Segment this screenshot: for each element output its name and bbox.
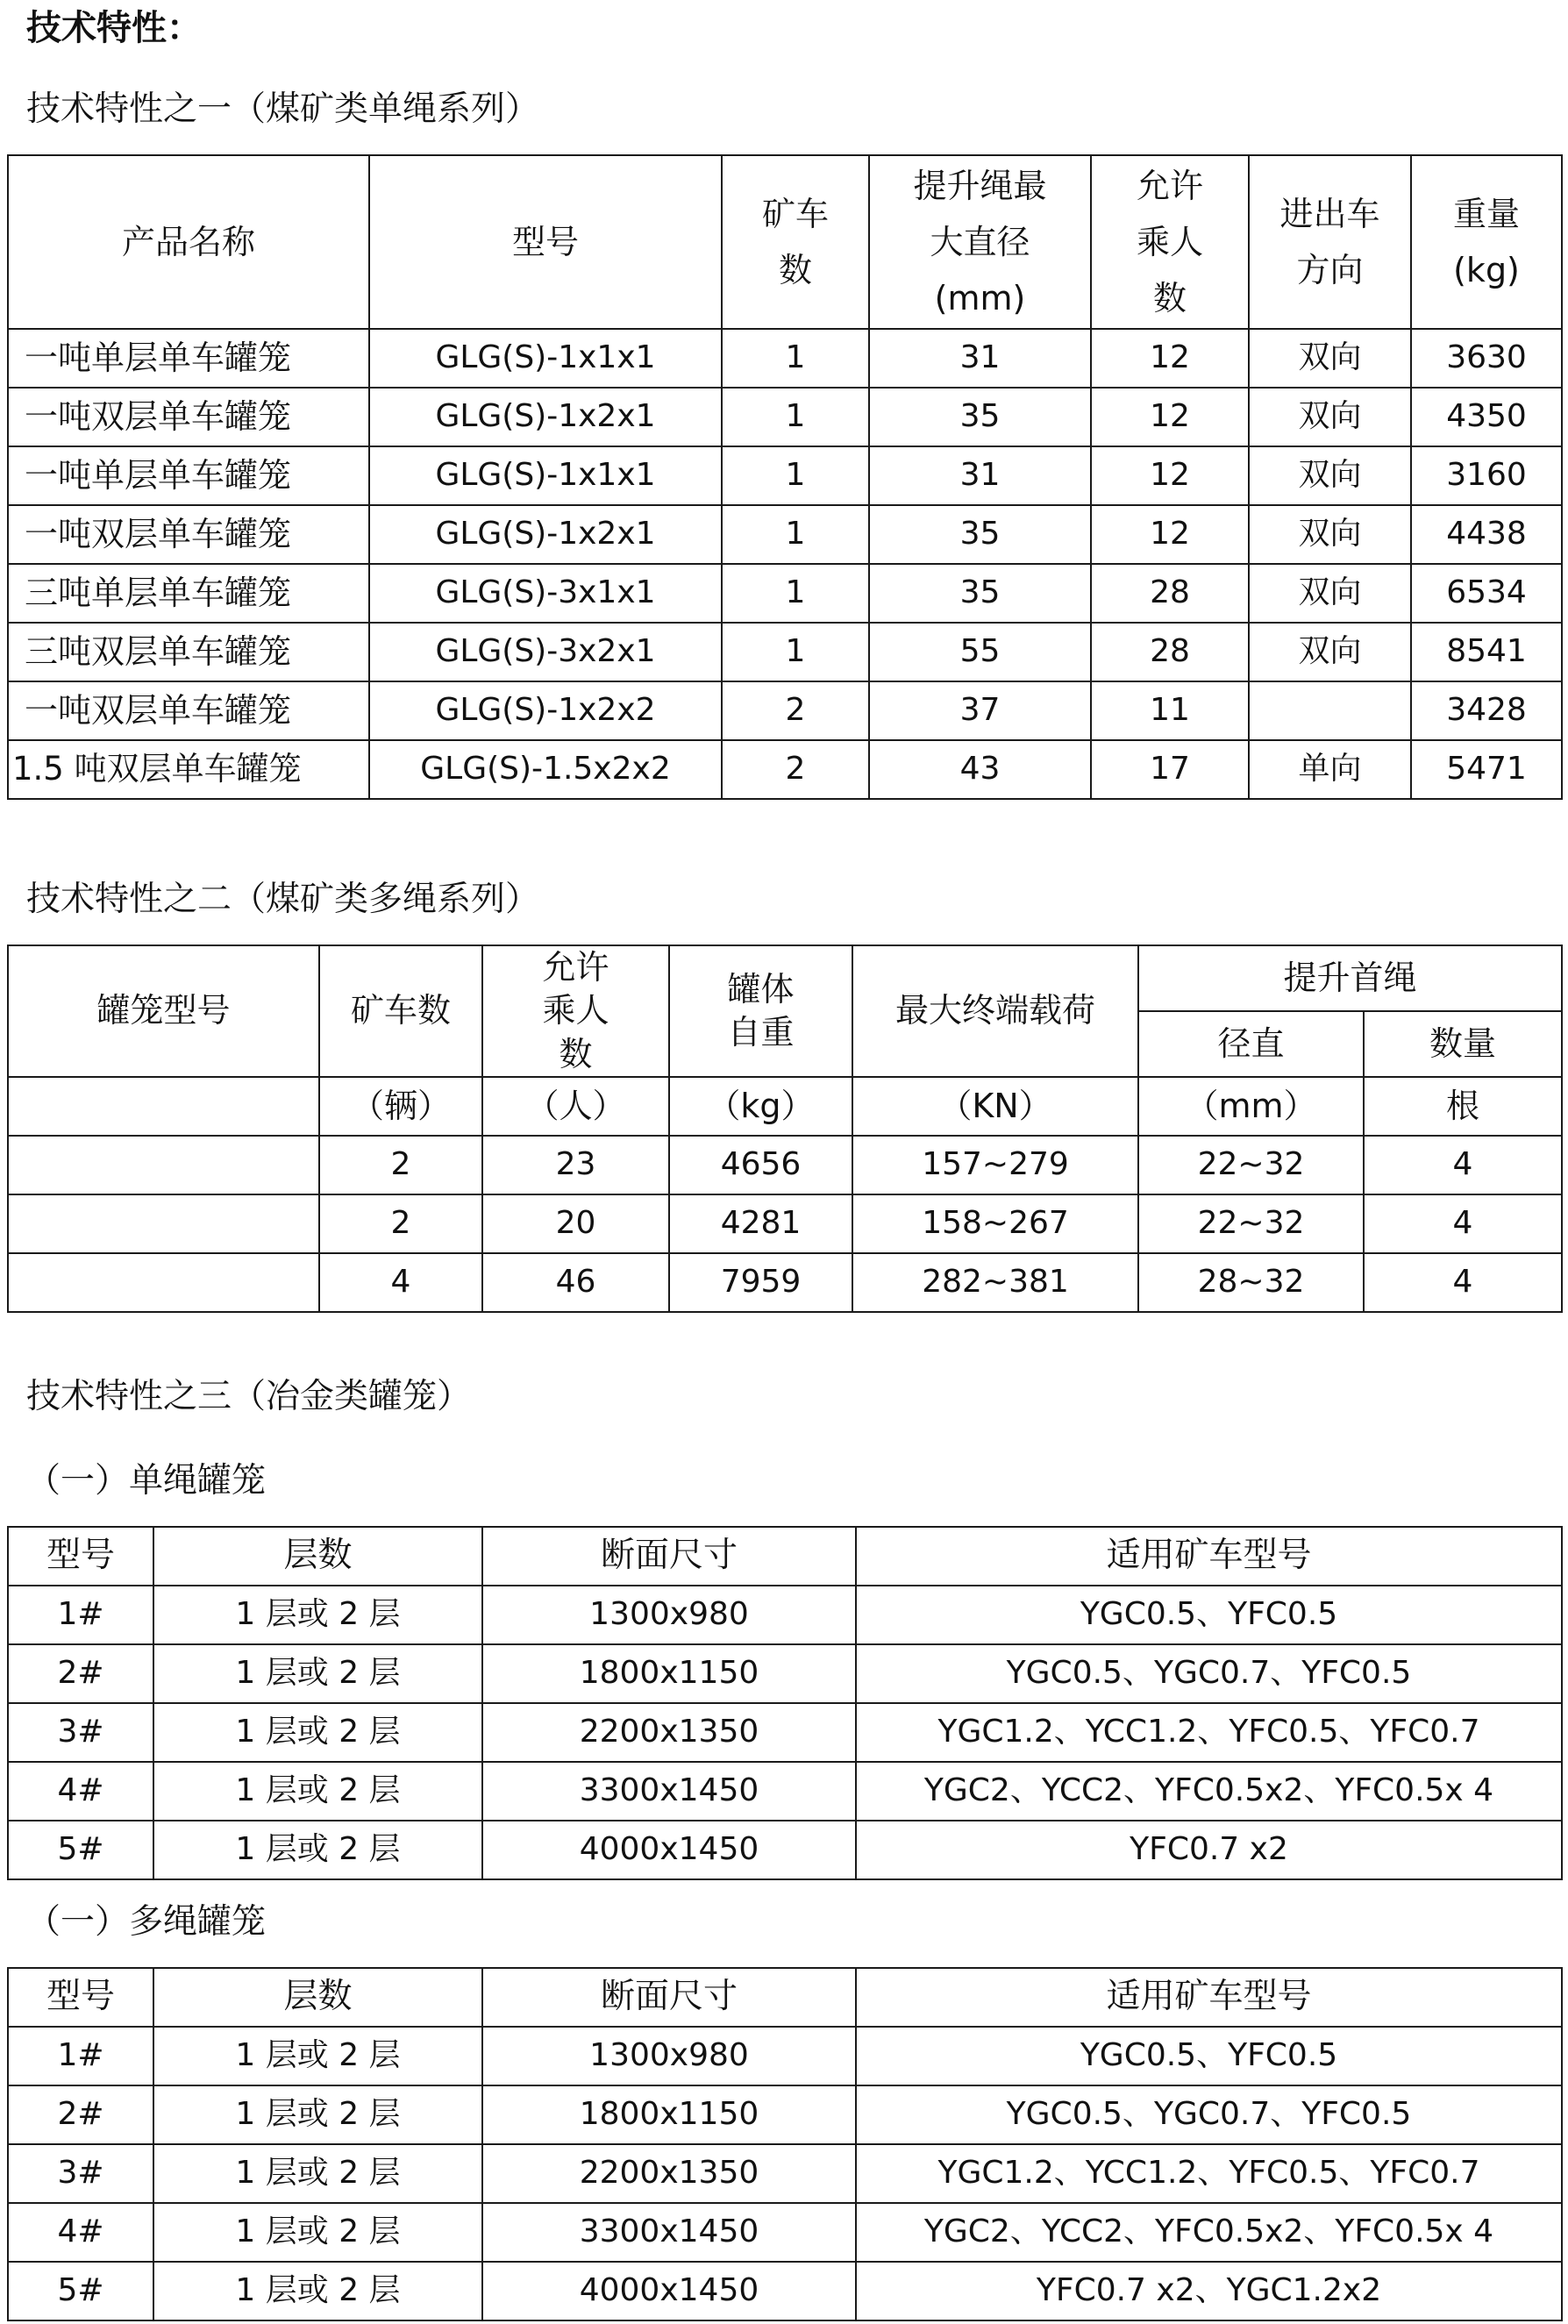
cell-layers: 1 层或 2 层 xyxy=(153,1762,482,1821)
cell-direction: 单向 xyxy=(1249,740,1411,799)
cell-cars: YFC0.7 x2、YGC1.2x2 xyxy=(856,2262,1562,2320)
cell-cars: 1 xyxy=(722,446,869,505)
cell-rope: 31 xyxy=(869,329,1091,388)
cell-layers: 1 层或 2 层 xyxy=(153,1703,482,1762)
unit-rope-diameter: （mm） xyxy=(1138,1077,1364,1136)
cell-cars: YGC0.5、YGC0.7、YFC0.5 xyxy=(856,2085,1562,2144)
cell-people: 12 xyxy=(1091,446,1249,505)
cell-layers: 1 层或 2 层 xyxy=(153,2144,482,2203)
header-model: 型号 xyxy=(8,1527,153,1586)
cell-cars: YFC0.7 x2 xyxy=(856,1821,1562,1879)
cell-model xyxy=(8,1194,319,1253)
cell-section: 1300x980 xyxy=(482,1586,856,1644)
cell-cars: 1 xyxy=(722,388,869,446)
cell-model: GLG(S)-1x1x1 xyxy=(369,329,722,388)
header-weight-text: 重量(kg) xyxy=(1452,195,1520,289)
cell-weight: 4350 xyxy=(1411,388,1562,446)
table-row xyxy=(8,623,1562,681)
cell-name: 1.5 吨双层单车罐笼 xyxy=(8,740,369,799)
cell-rope-count: 4 xyxy=(1364,1253,1562,1312)
cell-section: 3300x1450 xyxy=(482,2203,856,2262)
table-row xyxy=(8,505,1562,564)
cell-cars: YGC1.2、YCC1.2、YFC0.5、YFC0.7 xyxy=(856,1703,1562,1762)
cell-rope: 35 xyxy=(869,505,1091,564)
cell-section: 1800x1150 xyxy=(482,1644,856,1703)
cell-section: 2200x1350 xyxy=(482,2144,856,2203)
multi-rope-coal-table xyxy=(7,945,1563,1313)
header-rope-diameter: 径直 xyxy=(1138,1011,1364,1077)
cell-section: 2200x1350 xyxy=(482,1703,856,1762)
cell-rope: 37 xyxy=(869,681,1091,740)
cell-model: 4# xyxy=(8,1762,153,1821)
header-people-text: 允许乘人数 xyxy=(1136,167,1203,317)
table-row xyxy=(8,1586,1562,1644)
cell-rope-diameter: 28~32 xyxy=(1138,1253,1364,1312)
header-max-load: 最大终端载荷 xyxy=(852,945,1138,1077)
cell-cars: 1 xyxy=(722,329,869,388)
cell-cars: 2 xyxy=(319,1194,482,1253)
header-model: 型号 xyxy=(369,155,722,329)
cell-weight: 3160 xyxy=(1411,446,1562,505)
header-cars: 适用矿车型号 xyxy=(856,1527,1562,1586)
cell-name: 一吨双层单车罐笼 xyxy=(8,681,369,740)
cell-model: GLG(S)-1x2x2 xyxy=(369,681,722,740)
unit-model xyxy=(8,1077,319,1136)
cell-model: 2# xyxy=(8,2085,153,2144)
cell-weight: 5471 xyxy=(1411,740,1562,799)
cell-direction: 双向 xyxy=(1249,564,1411,623)
cell-section: 3300x1450 xyxy=(482,1762,856,1821)
header-self-weight xyxy=(669,945,852,1077)
cell-self-weight: 4281 xyxy=(669,1194,852,1253)
section3-sub2-title: （一）多绳罐笼 xyxy=(26,1902,267,1942)
header-model: 罐笼型号 xyxy=(8,945,319,1077)
multi-rope-metallurgy-table xyxy=(7,1967,1563,2321)
header-cars: 矿车数 xyxy=(319,945,482,1077)
cell-weight: 4438 xyxy=(1411,505,1562,564)
cell-layers: 1 层或 2 层 xyxy=(153,2262,482,2320)
cell-self-weight: 7959 xyxy=(669,1253,852,1312)
cell-rope-count: 4 xyxy=(1364,1136,1562,1194)
cell-name: 一吨单层单车罐笼 xyxy=(8,329,369,388)
cell-model: GLG(S)-3x1x1 xyxy=(369,564,722,623)
cell-people: 20 xyxy=(482,1194,669,1253)
table-header-row xyxy=(8,1527,1562,1586)
cell-model: GLG(S)-1x1x1 xyxy=(369,446,722,505)
section1-title: 技术特性之一（煤矿类单绳系列） xyxy=(26,89,540,129)
cell-people: 12 xyxy=(1091,505,1249,564)
table-row xyxy=(8,1821,1562,1879)
cell-rope-count: 4 xyxy=(1364,1194,1562,1253)
cell-weight: 6534 xyxy=(1411,564,1562,623)
cell-rope: 35 xyxy=(869,388,1091,446)
unit-rope-count: 根 xyxy=(1364,1077,1562,1136)
section2-title: 技术特性之二（煤矿类多绳系列） xyxy=(26,880,540,919)
cell-people: 12 xyxy=(1091,329,1249,388)
cell-cars: 2 xyxy=(319,1136,482,1194)
unit-max-load: （KN） xyxy=(852,1077,1138,1136)
cell-cars: YGC2、YCC2、YFC0.5x2、YFC0.5x 4 xyxy=(856,1762,1562,1821)
cell-people: 23 xyxy=(482,1136,669,1194)
cell-section: 4000x1450 xyxy=(482,1821,856,1879)
main-heading: 技术特性： xyxy=(26,8,202,48)
unit-cars: （辆） xyxy=(319,1077,482,1136)
cell-cars: YGC2、YCC2、YFC0.5x2、YFC0.5x 4 xyxy=(856,2203,1562,2262)
header-section: 断面尺寸 xyxy=(482,1968,856,2027)
cell-model: 2# xyxy=(8,1644,153,1703)
header-people-text: 允许乘人数 xyxy=(542,948,609,1073)
cell-layers: 1 层或 2 层 xyxy=(153,2085,482,2144)
cell-weight: 3428 xyxy=(1411,681,1562,740)
cell-layers: 1 层或 2 层 xyxy=(153,2027,482,2085)
unit-people: （人） xyxy=(482,1077,669,1136)
cell-max-load: 157~279 xyxy=(852,1136,1138,1194)
cell-section: 1300x980 xyxy=(482,2027,856,2085)
cell-model: 1# xyxy=(8,2027,153,2085)
cell-people: 12 xyxy=(1091,388,1249,446)
table-row xyxy=(8,2203,1562,2262)
table-header-row xyxy=(8,945,1562,1011)
cell-people: 28 xyxy=(1091,623,1249,681)
cell-model: 3# xyxy=(8,2144,153,2203)
cell-layers: 1 层或 2 层 xyxy=(153,1586,482,1644)
cell-people: 17 xyxy=(1091,740,1249,799)
cell-model: 5# xyxy=(8,1821,153,1879)
cell-model: 4# xyxy=(8,2203,153,2262)
header-rope: 提升首绳 xyxy=(1138,945,1562,1011)
cell-model: GLG(S)-1.5x2x2 xyxy=(369,740,722,799)
table-unit-row xyxy=(8,1077,1562,1136)
table-row xyxy=(8,564,1562,623)
header-cars-text: 矿车数 xyxy=(761,195,829,289)
cell-rope-diameter: 22~32 xyxy=(1138,1136,1364,1194)
header-section: 断面尺寸 xyxy=(482,1527,856,1586)
cell-layers: 1 层或 2 层 xyxy=(153,1644,482,1703)
cell-self-weight: 4656 xyxy=(669,1136,852,1194)
cell-model: 1# xyxy=(8,1586,153,1644)
table-row xyxy=(8,329,1562,388)
cell-direction: 双向 xyxy=(1249,505,1411,564)
cell-direction xyxy=(1249,681,1411,740)
unit-self-weight: （kg） xyxy=(669,1077,852,1136)
table-row xyxy=(8,1136,1562,1194)
cell-cars: YGC0.5、YFC0.5 xyxy=(856,2027,1562,2085)
table-row xyxy=(8,1194,1562,1253)
cell-cars: 1 xyxy=(722,505,869,564)
header-layers: 层数 xyxy=(153,1527,482,1586)
cell-name: 三吨双层单车罐笼 xyxy=(8,623,369,681)
cell-direction: 双向 xyxy=(1249,329,1411,388)
section3-title: 技术特性之三（冶金类罐笼） xyxy=(26,1377,472,1416)
cell-cars: YGC0.5、YFC0.5 xyxy=(856,1586,1562,1644)
header-model: 型号 xyxy=(8,1968,153,2027)
cell-cars: 1 xyxy=(722,564,869,623)
cell-max-load: 158~267 xyxy=(852,1194,1138,1253)
cell-model: 5# xyxy=(8,2262,153,2320)
cell-cars: YGC1.2、YCC1.2、YFC0.5、YFC0.7 xyxy=(856,2144,1562,2203)
table-row xyxy=(8,1644,1562,1703)
cell-layers: 1 层或 2 层 xyxy=(153,1821,482,1879)
cell-direction: 双向 xyxy=(1249,446,1411,505)
cell-section: 4000x1450 xyxy=(482,2262,856,2320)
header-direction-text: 进出车方向 xyxy=(1279,195,1380,289)
header-name: 产品名称 xyxy=(8,155,369,329)
table-row xyxy=(8,2027,1562,2085)
cell-model: GLG(S)-3x2x1 xyxy=(369,623,722,681)
table-row xyxy=(8,1253,1562,1312)
cell-weight: 8541 xyxy=(1411,623,1562,681)
cell-name: 一吨双层单车罐笼 xyxy=(8,388,369,446)
cell-cars: YGC0.5、YGC0.7、YFC0.5 xyxy=(856,1644,1562,1703)
header-people xyxy=(482,945,669,1077)
cell-people: 28 xyxy=(1091,564,1249,623)
cell-cars: 2 xyxy=(722,740,869,799)
cell-people: 46 xyxy=(482,1253,669,1312)
cell-rope: 35 xyxy=(869,564,1091,623)
cell-rope-diameter: 22~32 xyxy=(1138,1194,1364,1253)
table-header-row xyxy=(8,1968,1562,2027)
single-rope-metallurgy-table xyxy=(7,1526,1563,1880)
cell-cars: 1 xyxy=(722,623,869,681)
table-header-row xyxy=(8,155,1562,329)
header-rope-count: 数量 xyxy=(1364,1011,1562,1077)
cell-model: GLG(S)-1x2x1 xyxy=(369,505,722,564)
header-weight xyxy=(1411,155,1562,329)
table-row xyxy=(8,681,1562,740)
cell-direction: 双向 xyxy=(1249,388,1411,446)
cell-rope: 31 xyxy=(869,446,1091,505)
table-row xyxy=(8,388,1562,446)
table-row xyxy=(8,1762,1562,1821)
cell-model: 3# xyxy=(8,1703,153,1762)
header-rope xyxy=(869,155,1091,329)
header-cars xyxy=(722,155,869,329)
table-row xyxy=(8,446,1562,505)
cell-name: 一吨双层单车罐笼 xyxy=(8,505,369,564)
cell-name: 一吨单层单车罐笼 xyxy=(8,446,369,505)
cell-direction: 双向 xyxy=(1249,623,1411,681)
table-row xyxy=(8,1703,1562,1762)
cell-model: GLG(S)-1x2x1 xyxy=(369,388,722,446)
table-row xyxy=(8,740,1562,799)
table-row xyxy=(8,2085,1562,2144)
table-row xyxy=(8,2262,1562,2320)
cell-section: 1800x1150 xyxy=(482,2085,856,2144)
cell-rope: 55 xyxy=(869,623,1091,681)
cell-name: 三吨单层单车罐笼 xyxy=(8,564,369,623)
cell-layers: 1 层或 2 层 xyxy=(153,2203,482,2262)
header-direction xyxy=(1249,155,1411,329)
section3-sub1-title: （一）单绳罐笼 xyxy=(26,1461,267,1501)
cell-rope: 43 xyxy=(869,740,1091,799)
cell-cars: 2 xyxy=(722,681,869,740)
header-layers: 层数 xyxy=(153,1968,482,2027)
single-rope-coal-table xyxy=(7,154,1563,800)
cell-people: 11 xyxy=(1091,681,1249,740)
cell-model xyxy=(8,1136,319,1194)
cell-max-load: 282~381 xyxy=(852,1253,1138,1312)
table-row xyxy=(8,2144,1562,2203)
header-self-weight-text: 罐体自重 xyxy=(727,969,795,1052)
cell-weight: 3630 xyxy=(1411,329,1562,388)
header-people xyxy=(1091,155,1249,329)
cell-cars: 4 xyxy=(319,1253,482,1312)
cell-model xyxy=(8,1253,319,1312)
header-cars: 适用矿车型号 xyxy=(856,1968,1562,2027)
header-rope-text: 提升绳最大直径(mm) xyxy=(913,167,1047,317)
